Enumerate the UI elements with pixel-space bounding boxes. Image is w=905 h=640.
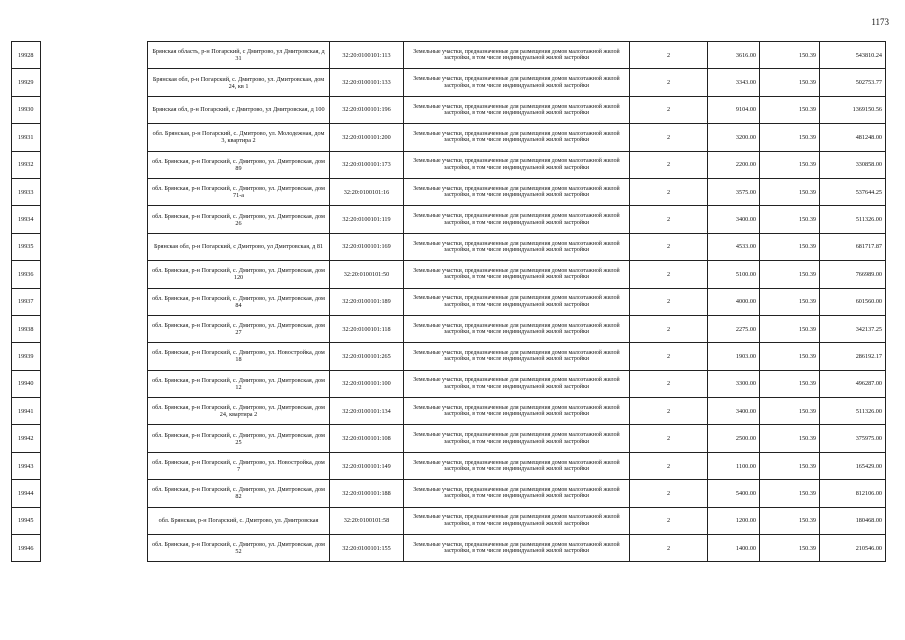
land-use-cell: Земельные участки, предназначенные для размещения домов малоэтажной жилой застройки, в том числе индивидуальной жилой застройки: [404, 452, 630, 479]
group-cell: 2: [630, 206, 708, 233]
cadastral-number-cell: 32:20:0100101:200: [330, 124, 404, 151]
gap-cell: [41, 42, 148, 69]
group-cell: 2: [630, 398, 708, 425]
row-number-cell: 19943: [12, 452, 41, 479]
group-cell: 2: [630, 480, 708, 507]
cadastral-value-cell: 601560.00: [820, 288, 886, 315]
specific-value-cell: 150.39: [760, 178, 820, 205]
land-use-cell: Земельные участки, предназначенные для размещения домов малоэтажной жилой застройки, в том числе индивидуальной жилой застройки: [404, 206, 630, 233]
table-row: [12, 96, 886, 123]
area-cell: 9104.00: [708, 96, 760, 123]
group-cell: 2: [630, 178, 708, 205]
cadastral-value-cell: 165429.00: [820, 452, 886, 479]
area-cell: 1100.00: [708, 452, 760, 479]
address-cell: обл. Брянская, р-н Погарский, с. Дмитрово, ул. Дмитровская, дом 25: [148, 425, 330, 452]
cadastral-number-cell: 32:20:0100101:196: [330, 96, 404, 123]
group-cell: 2: [630, 535, 708, 562]
table-row: [12, 315, 886, 342]
cadastral-value-cell: 681717.87: [820, 233, 886, 260]
gap-cell: [41, 288, 148, 315]
group-cell: 2: [630, 343, 708, 370]
gap-cell: [41, 315, 148, 342]
gap-cell: [41, 507, 148, 534]
cadastral-number-cell: 32:20:0100101:169: [330, 233, 404, 260]
address-cell: Брянская обл, р-н Погарский, с Дмитрово, ул Дмитровская, д 100: [148, 96, 330, 123]
table-row: [12, 370, 886, 397]
table-row: [12, 69, 886, 96]
group-cell: 2: [630, 507, 708, 534]
specific-value-cell: 150.39: [760, 507, 820, 534]
specific-value-cell: 150.39: [760, 288, 820, 315]
table-body: [12, 42, 886, 562]
cadastral-number-cell: 32:20:0100101:188: [330, 480, 404, 507]
table-row: [12, 535, 886, 562]
cadastral-number-cell: 32:20:0100101:108: [330, 425, 404, 452]
address-cell: обл. Брянская, р-н Погарский, с. Дмитрово, ул. Дмитровская, дом 89: [148, 151, 330, 178]
row-number-cell: 19930: [12, 96, 41, 123]
address-cell: обл. Брянская, р-н Погарский, с. Дмитрово, ул. Новостройка, дом 18: [148, 343, 330, 370]
specific-value-cell: 150.39: [760, 206, 820, 233]
specific-value-cell: 150.39: [760, 535, 820, 562]
cadastral-value-cell: 766989.00: [820, 261, 886, 288]
group-cell: 2: [630, 370, 708, 397]
table-row: [12, 261, 886, 288]
address-cell: Брянская обл, р-н Погарский, с Дмитрово, ул Дмитровская, д 81: [148, 233, 330, 260]
table-row: [12, 425, 886, 452]
land-use-cell: Земельные участки, предназначенные для размещения домов малоэтажной жилой застройки, в том числе индивидуальной жилой застройки: [404, 315, 630, 342]
cadastral-value-cell: 537644.25: [820, 178, 886, 205]
cadastral-number-cell: 32:20:0100101:16: [330, 178, 404, 205]
cadastral-number-cell: 32:20:0100101:155: [330, 535, 404, 562]
cadastral-value-cell: 342137.25: [820, 315, 886, 342]
land-use-cell: Земельные участки, предназначенные для размещения домов малоэтажной жилой застройки, в том числе индивидуальной жилой застройки: [404, 233, 630, 260]
area-cell: 2500.00: [708, 425, 760, 452]
specific-value-cell: 150.39: [760, 315, 820, 342]
area-cell: 3575.00: [708, 178, 760, 205]
gap-cell: [41, 261, 148, 288]
cadastral-number-cell: 32:20:0100101:100: [330, 370, 404, 397]
cadastral-number-cell: 32:20:0100101:149: [330, 452, 404, 479]
cadastral-value-cell: 496287.00: [820, 370, 886, 397]
area-cell: 5100.00: [708, 261, 760, 288]
cadastral-number-cell: 32:20:0100101:58: [330, 507, 404, 534]
land-use-cell: Земельные участки, предназначенные для размещения домов малоэтажной жилой застройки, в том числе индивидуальной жилой застройки: [404, 480, 630, 507]
cadastral-number-cell: 32:20:0100101:50: [330, 261, 404, 288]
specific-value-cell: 150.39: [760, 151, 820, 178]
area-cell: 3200.00: [708, 124, 760, 151]
cadastral-value-cell: 511326.00: [820, 398, 886, 425]
cadastral-number-cell: 32:20:0100101:118: [330, 315, 404, 342]
group-cell: 2: [630, 288, 708, 315]
specific-value-cell: 150.39: [760, 425, 820, 452]
land-use-cell: Земельные участки, предназначенные для размещения домов малоэтажной жилой застройки, в том числе индивидуальной жилой застройки: [404, 507, 630, 534]
row-number-cell: 19933: [12, 178, 41, 205]
group-cell: 2: [630, 42, 708, 69]
row-number-cell: 19931: [12, 124, 41, 151]
specific-value-cell: 150.39: [760, 452, 820, 479]
row-number-cell: 19944: [12, 480, 41, 507]
group-cell: 2: [630, 452, 708, 479]
group-cell: 2: [630, 124, 708, 151]
group-cell: 2: [630, 151, 708, 178]
row-number-cell: 19938: [12, 315, 41, 342]
cadastral-value-cell: 180468.00: [820, 507, 886, 534]
area-cell: 4533.00: [708, 233, 760, 260]
cadastral-number-cell: 32:20:0100101:189: [330, 288, 404, 315]
specific-value-cell: 150.39: [760, 42, 820, 69]
cadastral-value-cell: 502753.77: [820, 69, 886, 96]
cadastral-value-cell: 511326.00: [820, 206, 886, 233]
table-row: [12, 398, 886, 425]
gap-cell: [41, 343, 148, 370]
row-number-cell: 19928: [12, 42, 41, 69]
address-cell: обл. Брянская, р-н Погарский, с. Дмитрово, ул. Дмитровская, дом 82: [148, 480, 330, 507]
address-cell: обл. Брянская, р-н Погарский, с. Дмитрово, ул. Дмитровская, дом 120: [148, 261, 330, 288]
address-cell: обл. Брянская, р-н Погарский, с. Дмитрово, ул. Дмитровская, дом 71-а: [148, 178, 330, 205]
cadastral-value-cell: 1369150.56: [820, 96, 886, 123]
row-number-cell: 19937: [12, 288, 41, 315]
area-cell: 2275.00: [708, 315, 760, 342]
group-cell: 2: [630, 96, 708, 123]
address-cell: обл. Брянская, р-н Погарский, с. Дмитрово, ул. Дмитровская, дом 12: [148, 370, 330, 397]
table-row: [12, 507, 886, 534]
row-number-cell: 19940: [12, 370, 41, 397]
specific-value-cell: 150.39: [760, 233, 820, 260]
group-cell: 2: [630, 233, 708, 260]
cadastral-value-cell: 210546.00: [820, 535, 886, 562]
row-number-cell: 19946: [12, 535, 41, 562]
land-use-cell: Земельные участки, предназначенные для размещения домов малоэтажной жилой застройки, в том числе индивидуальной жилой застройки: [404, 370, 630, 397]
area-cell: 1903.00: [708, 343, 760, 370]
gap-cell: [41, 370, 148, 397]
specific-value-cell: 150.39: [760, 480, 820, 507]
address-cell: обл. Брянская, р-н Погарский, с. Дмитрово, ул. Новостройка, дом 7: [148, 452, 330, 479]
gap-cell: [41, 206, 148, 233]
land-use-cell: Земельные участки, предназначенные для размещения домов малоэтажной жилой застройки, в том числе индивидуальной жилой застройки: [404, 535, 630, 562]
specific-value-cell: 150.39: [760, 124, 820, 151]
cadastral-number-cell: 32:20:0100101:133: [330, 69, 404, 96]
gap-cell: [41, 452, 148, 479]
row-number-cell: 19939: [12, 343, 41, 370]
page-number: 1173: [871, 17, 889, 27]
land-use-cell: Земельные участки, предназначенные для размещения домов малоэтажной жилой застройки, в том числе индивидуальной жилой застройки: [404, 343, 630, 370]
specific-value-cell: 150.39: [760, 261, 820, 288]
table-row: [12, 206, 886, 233]
cadastral-value-cell: 543810.24: [820, 42, 886, 69]
cadastral-number-cell: 32:20:0100101:134: [330, 398, 404, 425]
cadastral-value-cell: 286192.17: [820, 343, 886, 370]
table-row: [12, 452, 886, 479]
cadastral-number-cell: 32:20:0100101:113: [330, 42, 404, 69]
area-cell: 3400.00: [708, 398, 760, 425]
land-use-cell: Земельные участки, предназначенные для размещения домов малоэтажной жилой застройки, в том числе индивидуальной жилой застройки: [404, 398, 630, 425]
group-cell: 2: [630, 425, 708, 452]
gap-cell: [41, 233, 148, 260]
land-use-cell: Земельные участки, предназначенные для размещения домов малоэтажной жилой застройки, в том числе индивидуальной жилой застройки: [404, 151, 630, 178]
cadastral-value-cell: 481248.00: [820, 124, 886, 151]
address-cell: обл. Брянская, р-н Погарский, с. Дмитрово, ул. Дмитровская: [148, 507, 330, 534]
address-cell: Брянская обл, р-н Погарский, с. Дмитрово, ул. Дмитровская, дом 24, кв 1: [148, 69, 330, 96]
area-cell: 4000.00: [708, 288, 760, 315]
gap-cell: [41, 178, 148, 205]
land-use-cell: Земельные участки, предназначенные для размещения домов малоэтажной жилой застройки, в том числе индивидуальной жилой застройки: [404, 178, 630, 205]
gap-cell: [41, 480, 148, 507]
row-number-cell: 19941: [12, 398, 41, 425]
area-cell: 1400.00: [708, 535, 760, 562]
row-number-cell: 19942: [12, 425, 41, 452]
address-cell: обл. Брянская, р-н Погарский, с. Дмитрово, ул. Молодежная, дом 3, квартира 2: [148, 124, 330, 151]
cadastral-number-cell: 32:20:0100101:119: [330, 206, 404, 233]
row-number-cell: 19932: [12, 151, 41, 178]
specific-value-cell: 150.39: [760, 69, 820, 96]
area-cell: 3616.00: [708, 42, 760, 69]
table-row: [12, 343, 886, 370]
row-number-cell: 19945: [12, 507, 41, 534]
land-use-cell: Земельные участки, предназначенные для размещения домов малоэтажной жилой застройки, в том числе индивидуальной жилой застройки: [404, 42, 630, 69]
area-cell: 3400.00: [708, 206, 760, 233]
area-cell: 2200.00: [708, 151, 760, 178]
table-row: [12, 151, 886, 178]
cadastral-value-table: [11, 41, 886, 562]
specific-value-cell: 150.39: [760, 96, 820, 123]
table-row: [12, 288, 886, 315]
table-row: [12, 124, 886, 151]
gap-cell: [41, 425, 148, 452]
address-cell: обл. Брянская, р-н Погарский, с. Дмитрово, ул. Дмитровская, дом 26: [148, 206, 330, 233]
cadastral-value-cell: 812106.00: [820, 480, 886, 507]
area-cell: 3300.00: [708, 370, 760, 397]
area-cell: 5400.00: [708, 480, 760, 507]
land-use-cell: Земельные участки, предназначенные для размещения домов малоэтажной жилой застройки, в том числе индивидуальной жилой застройки: [404, 124, 630, 151]
gap-cell: [41, 124, 148, 151]
address-cell: обл. Брянская, р-н Погарский, с. Дмитрово, ул. Дмитровская, дом 27: [148, 315, 330, 342]
specific-value-cell: 150.39: [760, 343, 820, 370]
area-cell: 3343.00: [708, 69, 760, 96]
gap-cell: [41, 398, 148, 425]
land-use-cell: Земельные участки, предназначенные для размещения домов малоэтажной жилой застройки, в том числе индивидуальной жилой застройки: [404, 69, 630, 96]
land-use-cell: Земельные участки, предназначенные для размещения домов малоэтажной жилой застройки, в том числе индивидуальной жилой застройки: [404, 425, 630, 452]
cadastral-value-cell: 330858.00: [820, 151, 886, 178]
cadastral-number-cell: 32:20:0100101:173: [330, 151, 404, 178]
table-row: [12, 233, 886, 260]
specific-value-cell: 150.39: [760, 398, 820, 425]
cadastral-number-cell: 32:20:0100101:265: [330, 343, 404, 370]
table-row: [12, 178, 886, 205]
group-cell: 2: [630, 315, 708, 342]
row-number-cell: 19936: [12, 261, 41, 288]
group-cell: 2: [630, 69, 708, 96]
row-number-cell: 19935: [12, 233, 41, 260]
land-use-cell: Земельные участки, предназначенные для размещения домов малоэтажной жилой застройки, в том числе индивидуальной жилой застройки: [404, 96, 630, 123]
address-cell: обл. Брянская, р-н Погарский, с. Дмитрово, ул. Дмитровская, дом 24, квартира 2: [148, 398, 330, 425]
gap-cell: [41, 96, 148, 123]
cadastral-value-cell: 375975.00: [820, 425, 886, 452]
row-number-cell: 19929: [12, 69, 41, 96]
address-cell: обл. Брянская, р-н Погарский, с. Дмитрово, ул. Дмитровская, дом 52: [148, 535, 330, 562]
address-cell: Брянская область, р-н Погарский, с Дмитрово, ул Дмитровская, д 31: [148, 42, 330, 69]
area-cell: 1200.00: [708, 507, 760, 534]
address-cell: обл. Брянская, р-н Погарский, с. Дмитрово, ул. Дмитровская, дом 84: [148, 288, 330, 315]
specific-value-cell: 150.39: [760, 370, 820, 397]
gap-cell: [41, 69, 148, 96]
land-use-cell: Земельные участки, предназначенные для размещения домов малоэтажной жилой застройки, в том числе индивидуальной жилой застройки: [404, 288, 630, 315]
table-row: [12, 480, 886, 507]
group-cell: 2: [630, 261, 708, 288]
land-use-cell: Земельные участки, предназначенные для размещения домов малоэтажной жилой застройки, в том числе индивидуальной жилой застройки: [404, 261, 630, 288]
gap-cell: [41, 535, 148, 562]
table-row: [12, 42, 886, 69]
gap-cell: [41, 151, 148, 178]
row-number-cell: 19934: [12, 206, 41, 233]
